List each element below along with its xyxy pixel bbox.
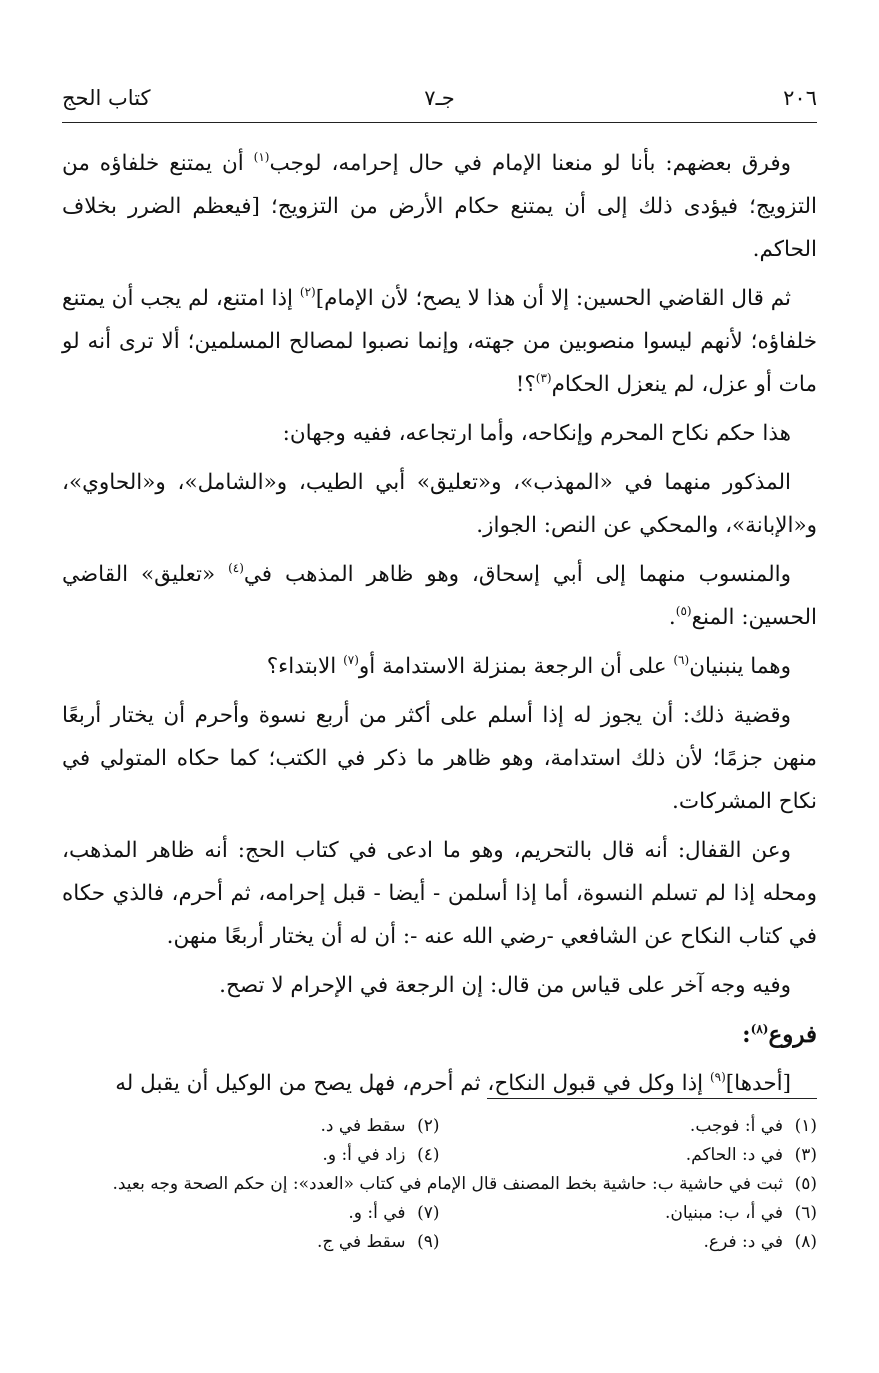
footnote: (٢)سقط في د. — [320, 1116, 440, 1136]
paragraph: هذا حكم نكاح المحرم وإنكاحه، وأما ارتجاعه، ففيه وجهان: — [282, 421, 791, 446]
footnote-separator — [487, 1098, 817, 1099]
book-title: كتاب الحج — [62, 86, 151, 110]
paragraph: والمنسوب منهما إلى أبي إسحاق، وهو ظاهر المذهب في$^{(٤)}$ «تعليق» القاضي الحسين: المنع$^{(٥)}$. — [62, 561, 817, 630]
footnote-ref: (٥) — [675, 604, 692, 618]
footnotes — [62, 1112, 817, 1257]
footnote: (٨)في د: فرع. — [703, 1232, 817, 1252]
footnote: (٤)زاد في أ: و. — [322, 1145, 440, 1165]
footnote-ref: (٩) — [709, 1070, 726, 1084]
page-number: ٢٠٦ — [783, 86, 817, 110]
paragraph: وقضية ذلك: أن يجوز له إذا أسلم على أكثر من أربع نسوة وأحرم أن يختار أربعًا منهن جزمًا؛ لأن ذلك استدامة، وهو ظاهر ما ذكر في الكتب؛ كما حكاه المتولي في نكاح المشركات. — [62, 703, 817, 814]
paragraph: وعن القفال: أنه قال بالتحريم، وهو ما ادعى في كتاب الحج: أنه ظاهر المذهب، ومحله إذا لم تسلم النسوة، أما إذا أسلمن - أيضا - قبل إحرامه، ثم أحرم، فالذي حكاه في كتاب النكاح عن الشافعي -رضي الله عنه -: أن له أن يختار أربعًا منهن. — [62, 838, 817, 949]
footnote-ref: (٦) — [673, 653, 690, 667]
paragraph: ثم قال القاضي الحسين: إلا أن هذا لا يصح؛ لأن الإمام]$^{(٢)}$ إذا امتنع، لم يجب أن يمتنع خلفاؤه؛ لأنهم ليسوا منصوبين من جهته، وإنما نصبوا لمصالح المسلمين؛ ألا ترى أنه لو مات أو عزل، لم ينعزل الحكام$^{(٣)}$؟! — [62, 285, 817, 397]
footnote-ref: (٣) — [535, 371, 552, 385]
footnote: (٧)في أ: و. — [348, 1203, 440, 1223]
footnote-ref: (٤) — [228, 561, 244, 575]
paragraph: وفرق بعضهم: بأنا لو منعنا الإمام في حال إحرامه، لوجب$^{(١)}$ أن يمتنع خلفاؤه من التزويج؛ فيؤدى ذلك إلى أن يمتنع حكام الأرض من التزويج؛ [فيعظم الضرر بخلاف الحاكم. — [62, 150, 817, 262]
paragraph: وهما ينبنيان$^{(٦)}$ على أن الرجعة بمنزلة الاستدامة أو$^{(٧)}$ الابتداء؟ — [266, 653, 791, 679]
footnote-ref: (٨) — [750, 1022, 769, 1036]
footnote: (٩)سقط في ج. — [317, 1232, 440, 1252]
paragraph: [أحدها]$^{(٩)}$ إذا وكل في قبول النكاح، ثم أحرم، فهل يصح من الوكيل أن يقبل له — [115, 1070, 791, 1096]
footnote-ref: (١) — [253, 150, 270, 164]
footnote-ref: (٧) — [343, 653, 359, 667]
running-header — [62, 82, 817, 123]
section-heading: فروع$^{(٨)}$: — [742, 1021, 817, 1048]
volume-label: جـ٧ — [424, 86, 455, 110]
footnote-ref: (٢) — [299, 285, 316, 299]
footnote: (٣)في د: الحاكم. — [685, 1145, 817, 1165]
paragraph: المذكور منهما في «المهذب»، و«تعليق» أبي الطيب، و«الشامل»، و«الحاوي»، و«الإبانة»، والمحكي عن النص: الجواز. — [62, 470, 817, 538]
footnote: (١)في أ: فوجب. — [689, 1116, 817, 1136]
main-text — [62, 142, 817, 1111]
footnote: (٦)في أ، ب: مبنيان. — [664, 1203, 817, 1223]
paragraph: وفيه وجه آخر على قياس من قال: إن الرجعة في الإحرام لا تصح. — [219, 973, 791, 998]
footnote: (٥)ثبت في حاشية ب: حاشية بخط المصنف قال الإمام في كتاب «العدد»: إن حكم الصحة وجه بعيد. — [112, 1174, 817, 1194]
